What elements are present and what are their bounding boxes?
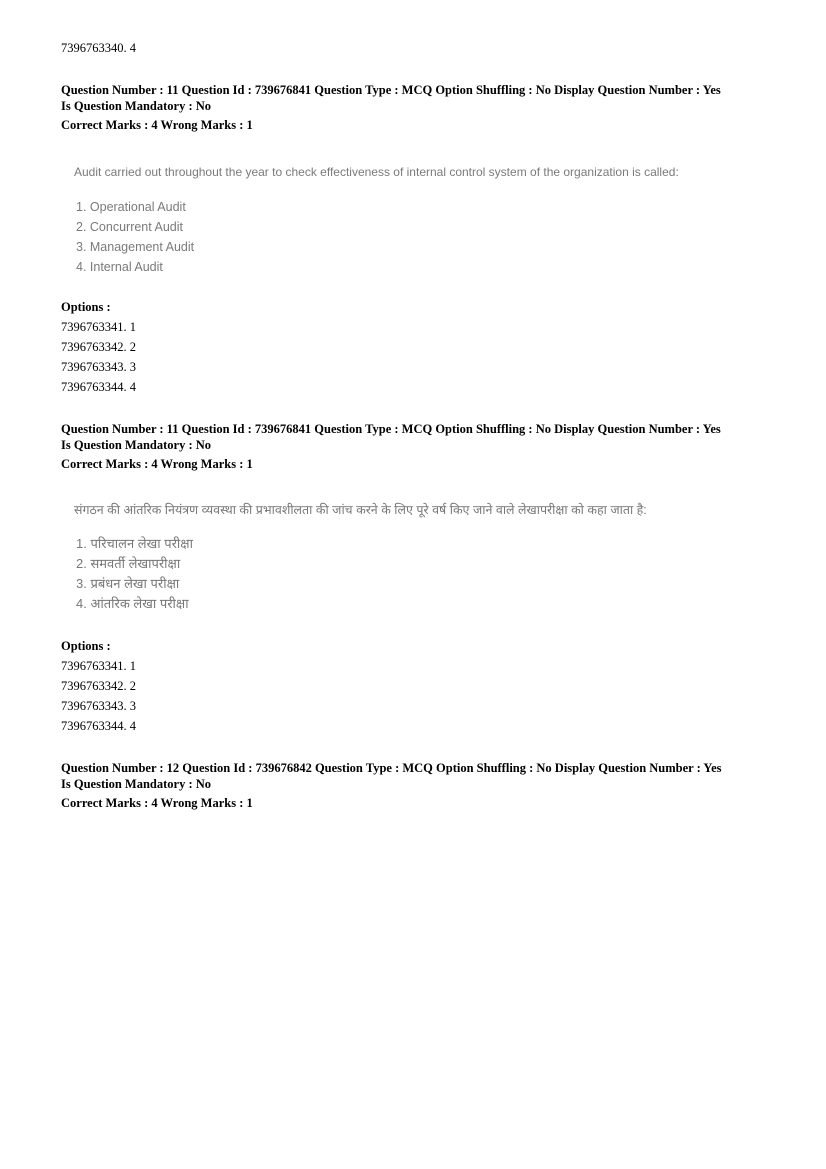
option-2: 7396763342. 2 <box>61 679 136 693</box>
question-meta-line1: Question Number : 12 Question Id : 739676842 Question Type : MCQ Option Shuffling : No Display Question Number : Yes <box>61 761 722 775</box>
question-meta-line1: Question Number : 11 Question Id : 739676841 Question Type : MCQ Option Shuffling : No Display Question Number : Yes <box>61 83 721 97</box>
options-label: Options : <box>61 639 111 653</box>
question-meta-line1: Question Number : 11 Question Id : 739676841 Question Type : MCQ Option Shuffling : No Display Question Number : Yes <box>61 422 721 436</box>
choice-3: 3. प्रबंधन लेखा परीक्षा <box>76 576 180 591</box>
option-4: 7396763344. 4 <box>61 380 136 394</box>
option-4: 7396763344. 4 <box>61 719 136 733</box>
option-2: 7396763342. 2 <box>61 340 136 354</box>
question-image-english <box>74 164 679 277</box>
choice-3: 3. Management Audit <box>76 240 195 254</box>
option-1: 7396763341. 1 <box>61 659 136 673</box>
marks-line: Correct Marks : 4 Wrong Marks : 1 <box>61 457 253 471</box>
choice-1: 1. परिचालन लेखा परीक्षा <box>76 536 193 551</box>
top-option-line: 7396763340. 4 <box>61 41 136 55</box>
question-image-hindi <box>74 502 647 614</box>
question-meta-block-2 <box>61 421 771 473</box>
choice-4: 4. आंतरिक लेखा परीक्षा <box>76 596 189 611</box>
question-text: संगठन की आंतरिक नियंत्रण व्यवस्था की प्रभावशीलता की जांच करने के लिए पूरे वर्ष किए जाने वाले लेखापरीक्षा को कहा जाता है: <box>74 503 647 517</box>
choice-4: 4. Internal Audit <box>76 260 163 274</box>
option-3: 7396763343. 3 <box>61 360 136 374</box>
choice-1: 1. Operational Audit <box>76 200 186 214</box>
option-3: 7396763343. 3 <box>61 699 136 713</box>
question-mandatory-line: Is Question Mandatory : No <box>61 777 212 791</box>
question-meta-block-1 <box>61 82 771 134</box>
question-mandatory-line: Is Question Mandatory : No <box>61 438 212 452</box>
marks-line: Correct Marks : 4 Wrong Marks : 1 <box>61 118 253 132</box>
question-mandatory-line: Is Question Mandatory : No <box>61 99 212 113</box>
marks-line: Correct Marks : 4 Wrong Marks : 1 <box>61 796 253 810</box>
options-label: Options : <box>61 300 111 314</box>
question-meta-block-3 <box>61 760 771 812</box>
choice-2: 2. समवर्ती लेखापरीक्षा <box>76 556 181 571</box>
option-1: 7396763341. 1 <box>61 320 136 334</box>
question-text: Audit carried out throughout the year to check effectiveness of internal control system of the organization is called: <box>74 165 679 179</box>
choice-2: 2. Concurrent Audit <box>76 220 184 234</box>
